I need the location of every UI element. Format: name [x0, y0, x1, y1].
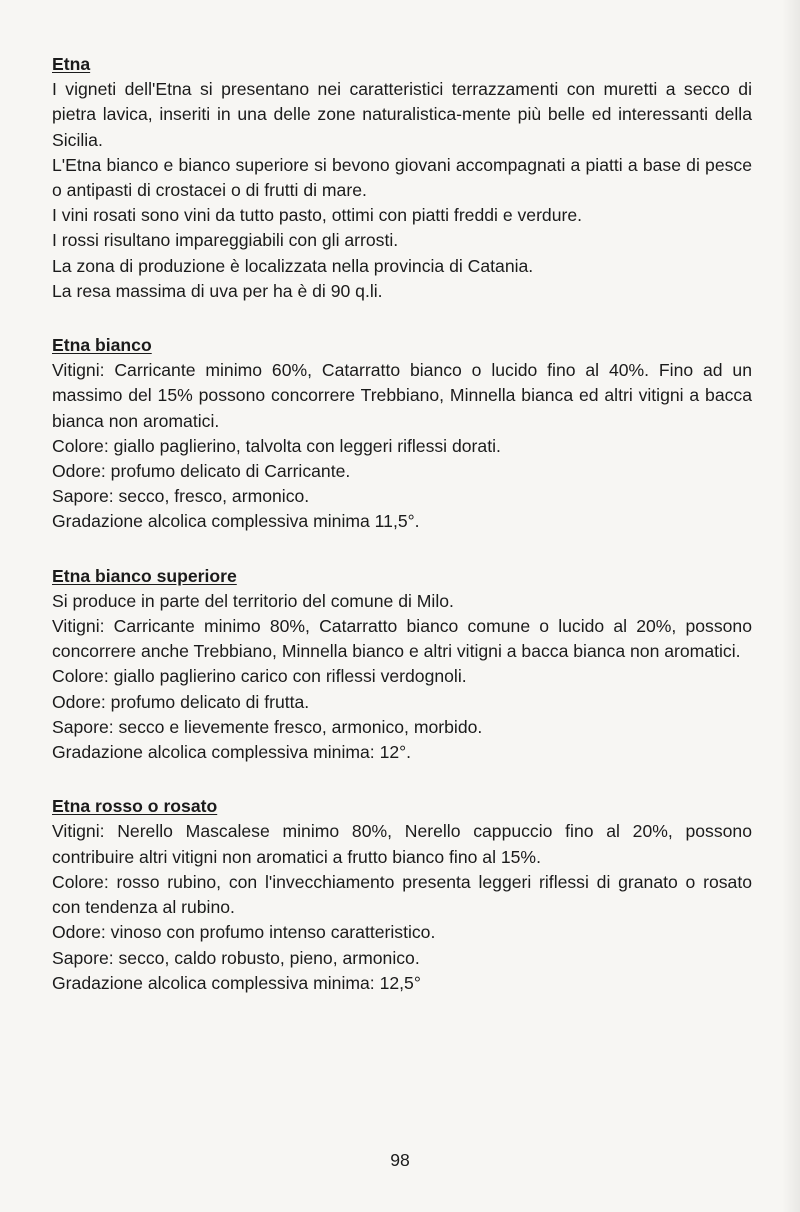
paragraph: Gradazione alcolica complessiva minima: 12,5° — [52, 972, 421, 993]
section-etna — [52, 52, 752, 304]
paragraph: Vitigni: Carricante minimo 60%, Catarratto bianco o lucido fino al 40%. Fino ad un massimo del 15% possono concorrere Trebbiano, Minnella bianca ed altri vitigni a bacca bianca non aromatici. — [52, 360, 752, 431]
section-title: Etna bianco superiore — [52, 565, 237, 586]
page-edge-shadow — [782, 0, 800, 1212]
paragraph: L'Etna bianco e bianco superiore si bevono giovani accompagnati a piatti a base di pesce o antipasti di crostacei o di frutti di mare. — [52, 154, 752, 201]
paragraph: Odore: profumo delicato di frutta. — [52, 691, 310, 712]
paragraph: Sapore: secco, caldo robusto, pieno, armonico. — [52, 947, 420, 968]
paragraph: Sapore: secco, fresco, armonico. — [52, 486, 310, 507]
section-title: Etna bianco — [52, 335, 152, 356]
section-title: Etna — [52, 54, 91, 74]
paragraph: I vigneti dell'Etna si presentano nei caratteristici terrazzamenti con muretti a secco di pietra lavica, inseriti in una delle zone naturalistica-mente più belle ed interessanti della Sicilia. — [52, 79, 752, 150]
paragraph: Sapore: secco e lievemente fresco, armonico, morbido. — [52, 716, 483, 737]
paragraph: La zona di produzione è localizzata nella provincia di Catania. — [52, 255, 534, 276]
paragraph: I rossi risultano impareggiabili con gli arrosti. — [52, 230, 399, 251]
paragraph: Gradazione alcolica complessiva minima: 12°. — [52, 742, 412, 763]
paragraph: Odore: profumo delicato di Carricante. — [52, 461, 351, 482]
section-etna-bianco — [52, 333, 752, 535]
paragraph: Colore: giallo paglierino, talvolta con leggeri riflessi dorati. — [52, 435, 501, 456]
paragraph: Colore: rosso rubino, con l'invecchiamento presenta leggeri riflessi di granato o rosato con tendenza al rubino. — [52, 871, 752, 918]
paragraph: Colore: giallo paglierino carico con riflessi verdognoli. — [52, 666, 467, 687]
paragraph: Si produce in parte del territorio del comune di Milo. — [52, 590, 454, 611]
section-title: Etna rosso o rosato — [52, 796, 218, 817]
section-etna-bianco-superiore — [52, 564, 752, 766]
paragraph: I vini rosati sono vini da tutto pasto, ottimi con piatti freddi e verdure. — [52, 205, 583, 226]
section-etna-rosso-o-rosato — [52, 794, 752, 996]
page-number: 98 — [390, 1150, 410, 1170]
paragraph: Vitigni: Carricante minimo 80%, Catarratto bianco comune o lucido al 20%, possono concorrere anche Trebbiano, Minnella bianco e altri vitigni a bacca bianca non aromatici. — [52, 616, 752, 662]
paragraph: Vitigni: Nerello Mascalese minimo 80%, Nerello cappuccio fino al 20%, possono contribuire altri vitigni non aromatici a frutto bianco fino al 15%. — [52, 821, 752, 867]
paragraph: La resa massima di uva per ha è di 90 q.li. — [52, 280, 383, 301]
paragraph: Gradazione alcolica complessiva minima 11,5°. — [52, 511, 420, 532]
paragraph: Odore: vinoso con profumo intenso caratteristico. — [52, 922, 436, 943]
